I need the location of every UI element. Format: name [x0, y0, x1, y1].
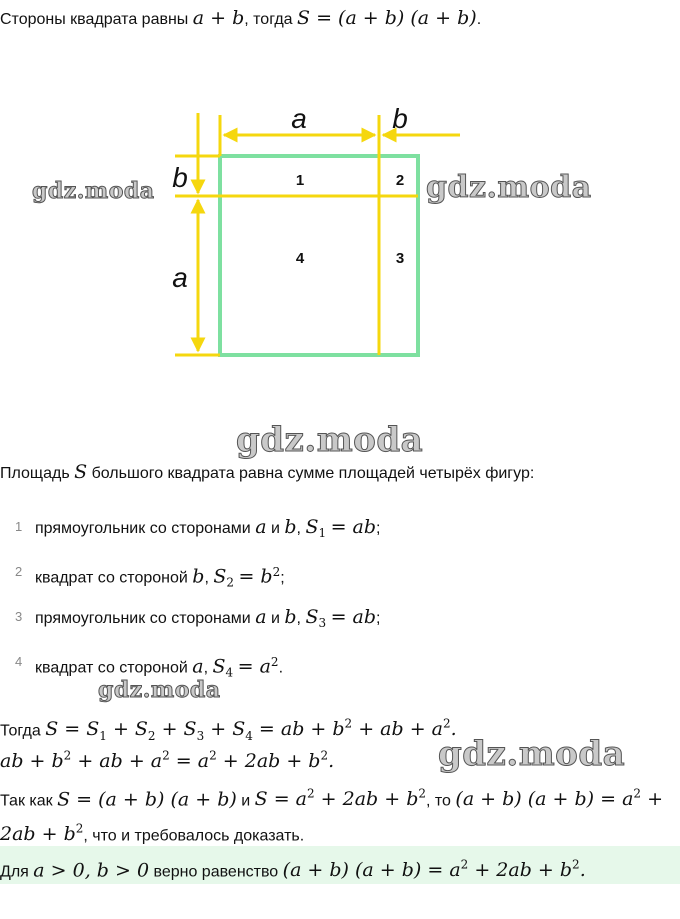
- math: S = (a + b) (a + b): [57, 788, 237, 811]
- superscript: 2: [272, 565, 281, 579]
- math: = a: [237, 655, 271, 678]
- region-1-label: 1: [295, 172, 305, 189]
- outer-square: [220, 156, 418, 355]
- math: b: [284, 606, 297, 628]
- since-line: [0, 782, 663, 813]
- list-text: квадрат со стороной: [35, 569, 188, 587]
- math: $S = a^2 + 2ab + b^2$: [254, 787, 427, 811]
- list-number: 3: [15, 609, 23, 624]
- watermark: gdz.moda: [438, 734, 626, 774]
- conclusion-line: [0, 853, 586, 884]
- math: S: [213, 565, 227, 588]
- intro-line: [0, 6, 481, 32]
- intro-text: Стороны квадрата равны: [0, 11, 189, 28]
- math: a: [255, 516, 267, 538]
- label-a-left: a: [172, 262, 188, 293]
- label-b-top: b: [392, 103, 408, 134]
- subscript: 1: [318, 526, 327, 541]
- intro-expr-sum: a + b: [192, 7, 245, 29]
- intro-mid: , тогда: [244, 11, 293, 28]
- superscript: 2: [270, 655, 279, 669]
- watermark: gdz.moda: [236, 420, 424, 460]
- continuation-line: [0, 817, 304, 848]
- list-sep: ,: [296, 610, 301, 627]
- list-number: 1: [15, 519, 23, 534]
- list-text: квадрат со стороной: [35, 659, 188, 677]
- list-and: и: [270, 610, 280, 627]
- math: (a + b) $(a + b) = a^2 + 2ab + b^2$.: [282, 858, 586, 882]
- list-end: ;: [280, 569, 285, 587]
- area-var: S: [74, 461, 88, 483]
- watermark: gdz.moda: [32, 178, 155, 204]
- then-pre: Тогда: [0, 722, 41, 740]
- area-pre: Площадь: [0, 465, 70, 482]
- since-text: Так как: [0, 792, 53, 810]
- area-sentence: [0, 460, 534, 486]
- square-diagram: [0, 95, 680, 475]
- list-number: 2: [15, 564, 23, 579]
- math: a: [192, 655, 204, 678]
- list-sep: ,: [203, 659, 209, 677]
- subscript: 2: [226, 575, 235, 590]
- then-line: [0, 712, 457, 748]
- list-and: и: [270, 520, 280, 537]
- math: S: [212, 655, 226, 678]
- math: S: [305, 516, 319, 538]
- math: $S = S_1 + S_2 + S_3 + S_4$ = ab + $b^2$ + ab + $a^2$.: [45, 717, 457, 744]
- math: = ab: [330, 606, 377, 628]
- and-text: и: [241, 792, 251, 810]
- list-end: ;: [376, 610, 381, 627]
- math: (a + b) $(a + b) = a^2$ +: [455, 787, 664, 811]
- math: ab + $b^2$ + ab + $a^2 = a^2 + 2ab + b^2$.: [0, 749, 335, 773]
- continuation-end: , что и требовалось доказать.: [83, 827, 305, 845]
- watermark: gdz.moda: [426, 170, 592, 205]
- intro-expr-area: S = (a + b) (a + b): [297, 7, 477, 29]
- math: $2ab + b^2$: [0, 822, 84, 846]
- subscript: 4: [225, 665, 234, 680]
- math: = ab: [330, 516, 377, 538]
- math: b: [192, 565, 205, 588]
- conclusion-mid: верно равенство: [153, 863, 279, 881]
- subscript: 3: [318, 616, 327, 631]
- math: S: [305, 606, 319, 628]
- math: b: [284, 516, 297, 538]
- list-end: ;: [376, 520, 381, 537]
- math: = b: [238, 565, 273, 588]
- watermark: gdz.moda: [98, 677, 221, 703]
- conclusion-pre: Для: [0, 863, 29, 881]
- expansion-line: [0, 744, 334, 775]
- intro-end: .: [476, 11, 482, 28]
- label-b-left: b: [172, 162, 188, 193]
- area-post: большого квадрата равна сумме площадей четырёх фигур:: [91, 465, 535, 482]
- list-number: 4: [15, 654, 23, 669]
- math: a: [255, 606, 267, 628]
- region-2-label: 2: [395, 172, 405, 189]
- region-4-label: 4: [295, 250, 305, 267]
- region-3-label: 3: [395, 250, 405, 267]
- label-a-top: a: [291, 103, 307, 134]
- then-text: , то: [426, 792, 451, 810]
- list-sep: ,: [204, 569, 209, 587]
- list-sep: ,: [296, 520, 301, 537]
- list-text: прямоугольник со сторонами: [35, 610, 251, 627]
- list-end: .: [278, 659, 284, 677]
- list-text: прямоугольник со сторонами: [35, 520, 251, 537]
- math: a > 0, b > 0: [33, 859, 150, 882]
